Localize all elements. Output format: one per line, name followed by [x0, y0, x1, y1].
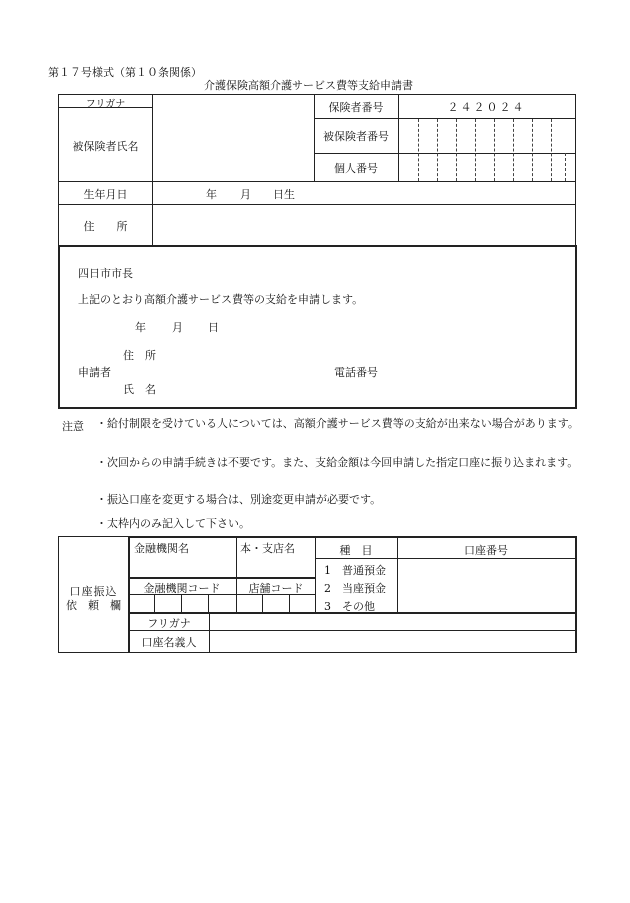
- note-item: ・振込口座を変更する場合は、別途変更申請が必要です。: [96, 493, 382, 506]
- account-type-option[interactable]: 3 その他: [324, 600, 375, 613]
- branch-code-label: 店舗コード: [248, 582, 304, 595]
- branch-name-label: 本・支店名: [240, 542, 295, 555]
- applicant-label: 申請者: [78, 366, 111, 379]
- notes-label: 注意: [62, 420, 84, 433]
- account-type-label: 種 目: [339, 544, 373, 557]
- birthdate-label: 生年月日: [83, 188, 128, 201]
- account-type-option[interactable]: 1 普通預金: [324, 564, 386, 577]
- form-number: 第１７号様式（第１０条関係）: [48, 66, 202, 79]
- applicant-address-label: 住 所: [123, 349, 156, 362]
- personal-number-label: 個人番号: [334, 162, 378, 175]
- request-date-year: 年: [135, 321, 146, 334]
- note-item: ・次回からの申請手続きは不要です。また、支給金額は今回申請した指定口座に振り込まれます。: [96, 456, 579, 469]
- note-item: ・給付制限を受けている人については、高額介護サービス費等の支給が出来ない場合があります。: [96, 417, 579, 430]
- bank-code-label: 金融機関コード: [143, 582, 221, 595]
- address-label: 住 所: [83, 220, 128, 233]
- insurer-number-value: ２４２０２４: [447, 101, 526, 114]
- applicant-name-label: 氏 名: [123, 383, 156, 396]
- bank-section-label-2: 依 頼 欄: [66, 599, 121, 612]
- birthdate-year: 年: [206, 188, 217, 201]
- insurer-number-label: 保険者番号: [328, 101, 384, 114]
- request-date-month: 月: [172, 321, 183, 334]
- phone-label: 電話番号: [334, 366, 378, 379]
- request-statement: 上記のとおり高額介護サービス費等の支給を申請します。: [78, 293, 364, 306]
- account-holder-label: 口座名義人: [141, 636, 197, 649]
- insured-number-label: 被保険者番号: [323, 130, 389, 143]
- birthdate-day: 日生: [273, 188, 295, 201]
- bank-section-label: 口座振込: [69, 585, 118, 598]
- birthdate-month: 月: [240, 188, 251, 201]
- note-item: ・太枠内のみ記入して下さい。: [96, 517, 250, 530]
- insured-name-field[interactable]: [154, 108, 312, 180]
- addressee: 四日市市長: [78, 267, 133, 280]
- account-type-option[interactable]: 2 当座預金: [324, 582, 386, 595]
- account-number-label: 口座番号: [464, 544, 508, 557]
- bank-name-label: 金融機関名: [134, 542, 189, 555]
- insured-name-label: 被保険者氏名: [72, 140, 139, 153]
- form-title: 介護保険高額介護サービス費等支給申請書: [204, 79, 413, 92]
- account-furigana-label: フリガナ: [147, 617, 191, 630]
- furigana-label: フリガナ: [85, 99, 126, 110]
- request-date-day: 日: [208, 321, 219, 334]
